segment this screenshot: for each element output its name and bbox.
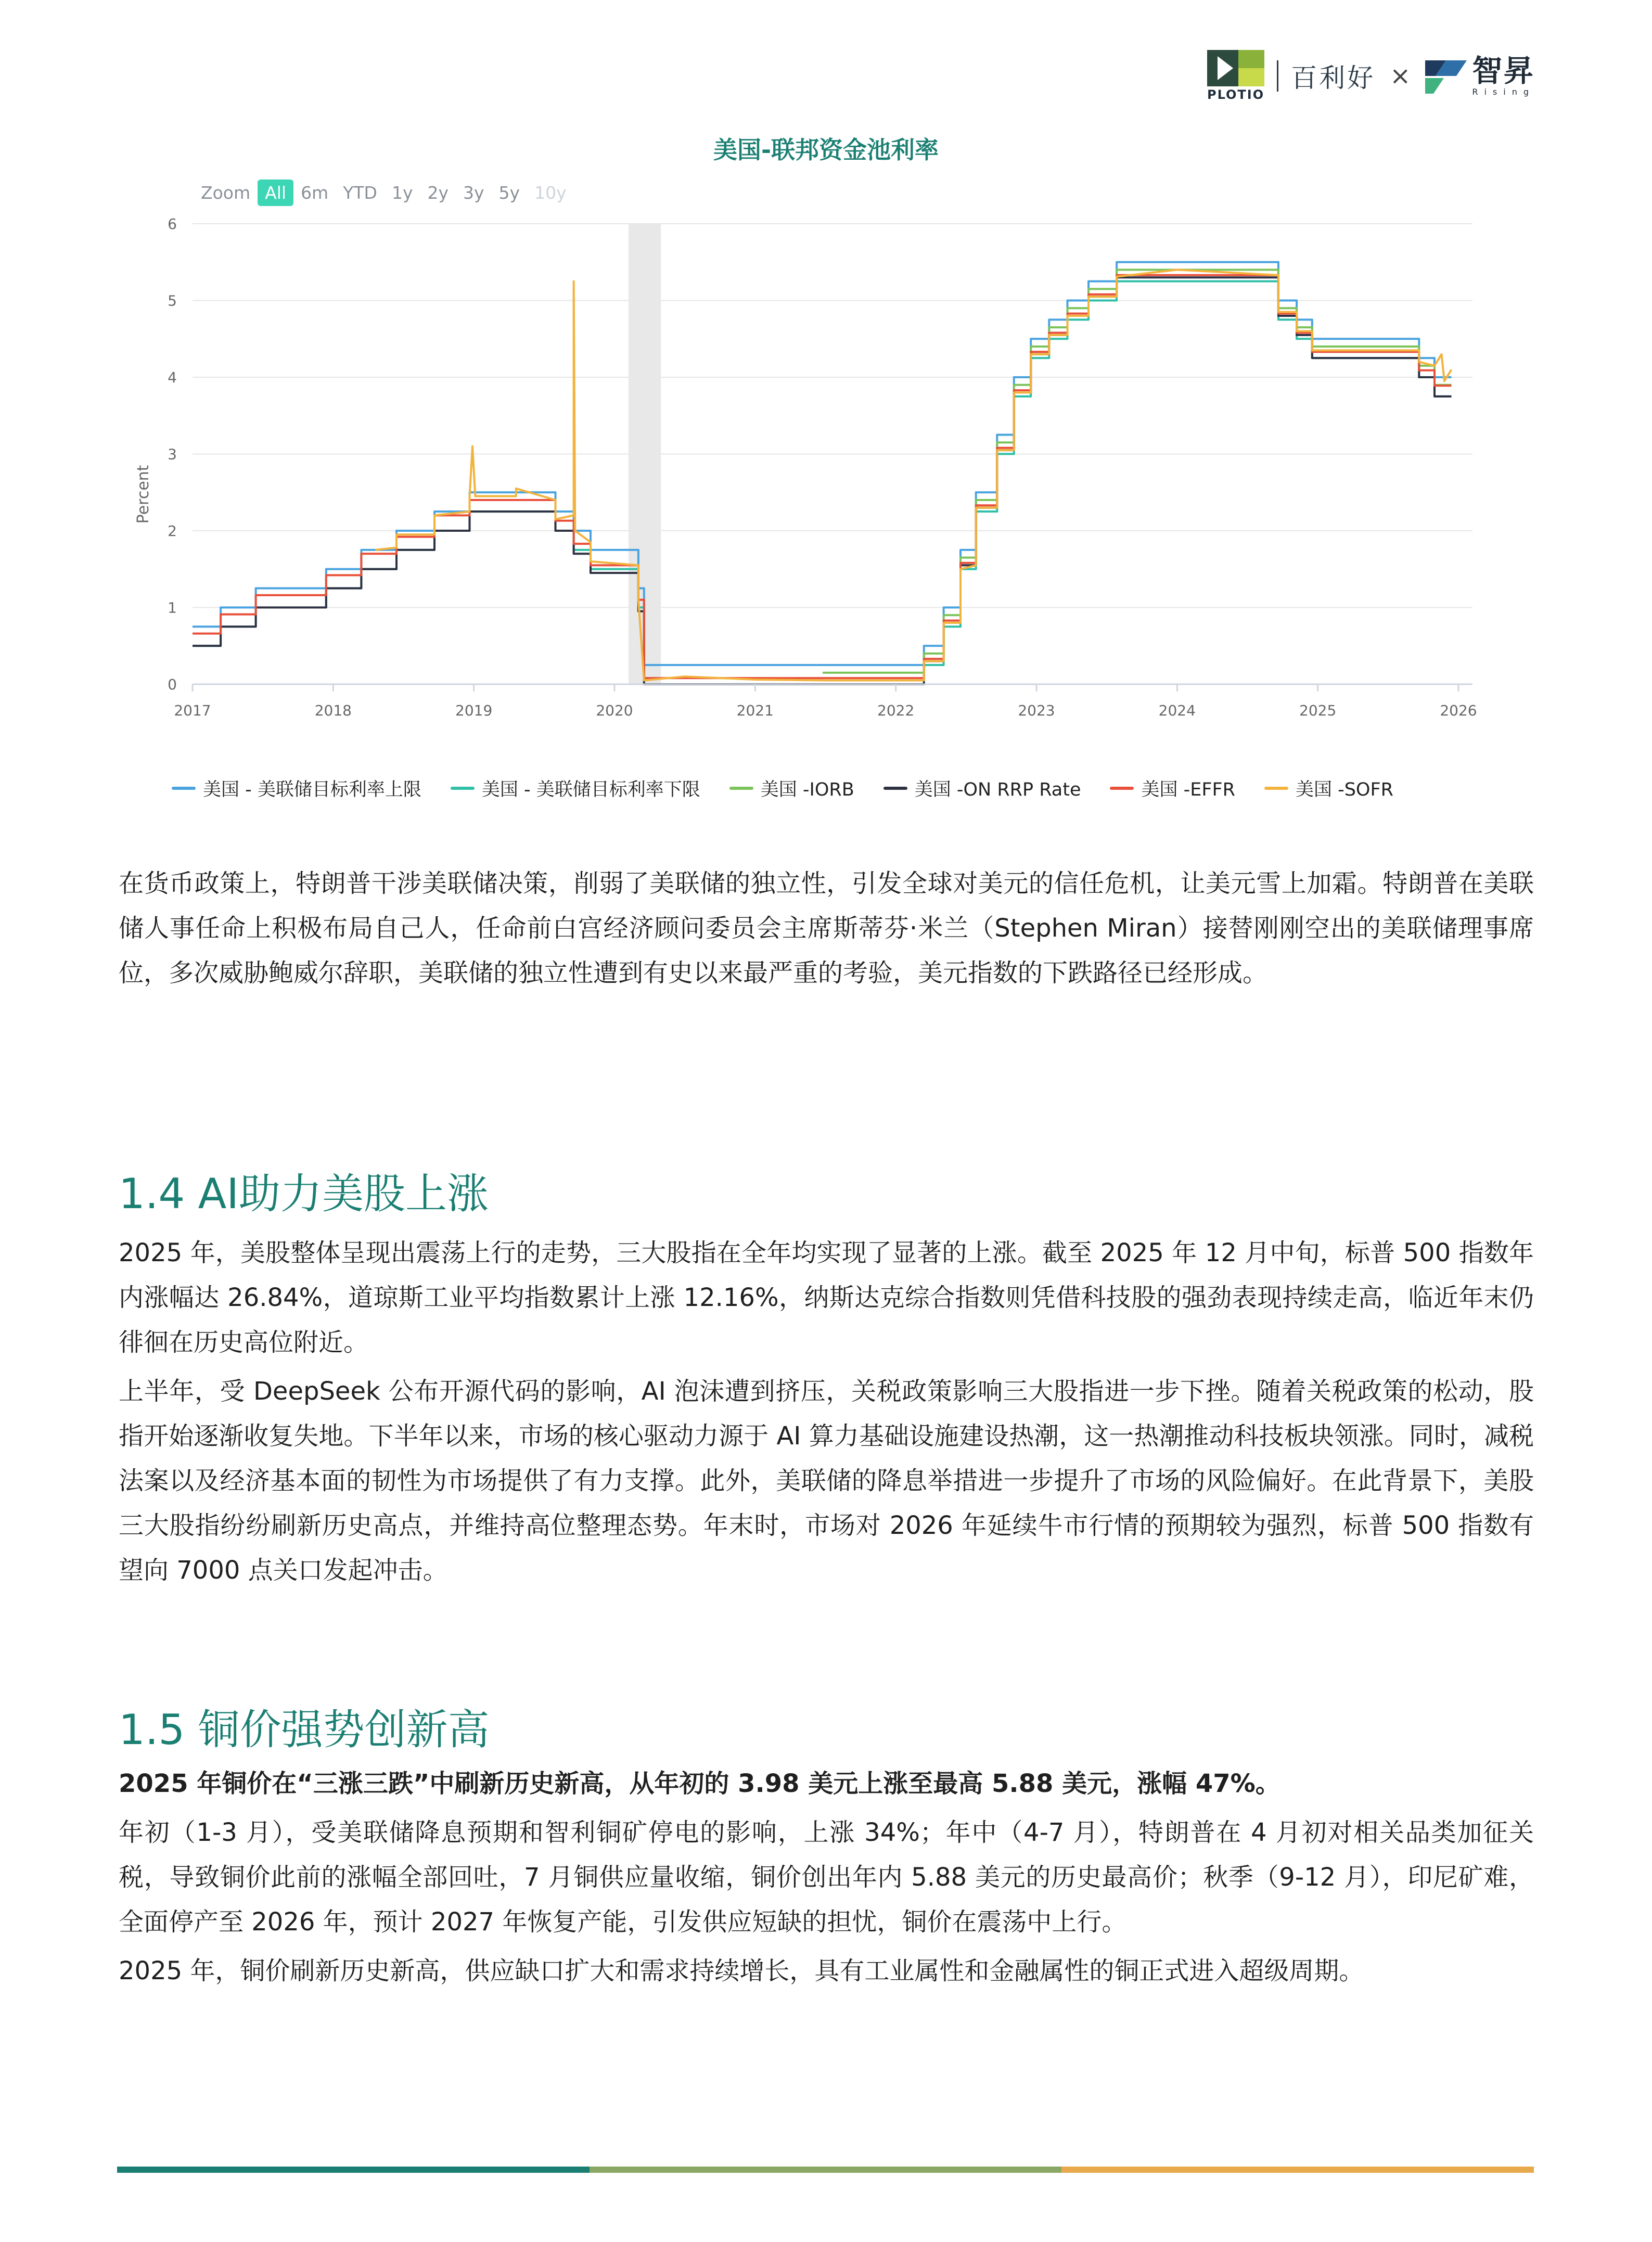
- plotio-logo-icon: [1207, 50, 1264, 86]
- logo-divider: [1277, 60, 1278, 92]
- zoom-button-2y[interactable]: 2y: [427, 183, 449, 203]
- y-tick-label: 2: [168, 522, 177, 540]
- chart-series: [193, 262, 1452, 684]
- rate-chart: [120, 208, 1525, 760]
- ai-section: [119, 1160, 1534, 1593]
- legend-swatch: [883, 787, 907, 790]
- copper-section: [119, 1696, 1534, 1993]
- legend-swatch: [1264, 787, 1288, 790]
- x-tick-label: 2026: [1440, 702, 1477, 719]
- legend-item[interactable]: [1110, 775, 1235, 801]
- x-tick-label: 2018: [314, 702, 352, 719]
- y-tick-label: 3: [168, 445, 177, 463]
- chart-legend: [172, 775, 1393, 801]
- x-tick-label: 2024: [1158, 702, 1196, 719]
- plotio-logo: [1207, 50, 1264, 102]
- y-tick-label: 5: [168, 292, 177, 310]
- rising-logo-icon: [1425, 55, 1467, 97]
- legend-label: 美国 -SOFR: [1295, 779, 1393, 800]
- legend-item[interactable]: [883, 775, 1081, 801]
- policy-section: [119, 861, 1534, 995]
- zoom-selector: [194, 180, 574, 206]
- x-tick-label: 2025: [1299, 702, 1337, 719]
- legend-label: 美国 -IORB: [760, 779, 854, 800]
- copper-summary: 2025 年铜价在“三涨三跌”中刷新历史新高，从年初的 3.98 美元上涨至最高 5.88 美元，涨幅 47%。: [119, 1769, 1280, 1798]
- x-tick-label: 2017: [174, 702, 211, 719]
- x-tick-label: 2019: [455, 702, 493, 719]
- ai-paragraph-1: 2025 年，美股整体呈现出震荡上行的走势，三大股指在全年均实现了显著的上涨。截至 2025 年 12 月中旬，标普 500 指数年内涨幅达 26.84%，道琼斯工业平均指数累计上涨 12.16%，纳斯达克综合指数则凭借科技股的强劲表现持续走高，临近年末仍徘徊在历史高位附近。: [119, 1238, 1534, 1357]
- footer-color-bar: [117, 2167, 1534, 2173]
- y-tick-label: 1: [168, 599, 177, 617]
- footer-bar-segment-3: [1061, 2167, 1534, 2173]
- zoom-button-all[interactable]: All: [258, 180, 293, 206]
- series-line-5: [193, 275, 1452, 678]
- footer-bar-segment-2: [590, 2167, 1062, 2173]
- legend-swatch: [1110, 787, 1134, 790]
- legend-item[interactable]: [451, 775, 700, 801]
- brand-name-cn: 百利好: [1291, 63, 1376, 93]
- zoom-label: Zoom: [201, 183, 251, 203]
- chart-gridlines: [168, 215, 1472, 693]
- legend-label: 美国 - 美联储目标利率下限: [481, 779, 700, 800]
- section-heading-copper: 1.5 铜价强势创新高: [119, 1706, 490, 1754]
- rising-name-cn: 智昇: [1472, 53, 1535, 88]
- x-tick-label: 2020: [596, 702, 633, 719]
- zoom-button-5y[interactable]: 5y: [498, 183, 520, 203]
- y-axis-label: Percent: [134, 465, 152, 524]
- y-tick-label: 6: [168, 215, 177, 233]
- rising-logo: [1425, 55, 1535, 97]
- legend-item[interactable]: [729, 775, 854, 801]
- x-tick-label: 2021: [736, 702, 774, 719]
- legend-swatch: [172, 787, 196, 790]
- series-line-1: [193, 262, 1452, 665]
- legend-item[interactable]: [1264, 775, 1393, 801]
- legend-swatch: [729, 787, 753, 790]
- zoom-button-10y: 10y: [534, 183, 567, 203]
- times-sign: ×: [1390, 61, 1411, 91]
- zoom-button-6m[interactable]: 6m: [301, 183, 329, 203]
- y-tick-label: 0: [168, 676, 177, 693]
- x-tick-label: 2023: [1018, 702, 1055, 719]
- series-line-3: [823, 270, 1451, 673]
- legend-label: 美国 -ON RRP Rate: [914, 779, 1081, 800]
- section-heading-ai: 1.4 AI助力美股上涨: [119, 1170, 489, 1218]
- header-logos: [1207, 50, 1535, 102]
- zoom-button-3y[interactable]: 3y: [463, 183, 484, 203]
- chart-axes: [174, 684, 1477, 719]
- legend-swatch: [451, 787, 475, 790]
- legend-label: 美国 -EFFR: [1141, 779, 1235, 800]
- x-tick-label: 2022: [877, 702, 915, 719]
- legend-label: 美国 - 美联储目标利率上限: [203, 779, 421, 800]
- copper-paragraph-2: 2025 年，铜价刷新历史新高，供应缺口扩大和需求持续增长，具有工业属性和金融属性的铜正式进入超级周期。: [119, 1956, 1364, 1985]
- policy-paragraph: 在货币政策上，特朗普干涉美联储决策，削弱了美联储的独立性，引发全球对美元的信任危机，让美元雪上加霜。特朗普在美联储人事任命上积极布局自己人，任命前白宫经济顾问委员会主席斯蒂芬·米兰（Stephen Miran）接替刚刚空出的美联储理事席位，多次威胁鲍威尔辞职，美联储的独立性遭到有史以来最严重的考验，美元指数的下跌路径已经形成。: [119, 869, 1534, 988]
- chart-title: 美国-联邦资金池利率: [713, 136, 939, 164]
- zoom-button-ytd[interactable]: YTD: [343, 183, 377, 203]
- series-line-2: [193, 281, 1452, 684]
- zoom-button-1y[interactable]: 1y: [391, 183, 413, 203]
- rising-name-en: Rising: [1472, 86, 1535, 97]
- footer-bar-segment-1: [117, 2167, 590, 2173]
- copper-paragraph-1: 年初（1-3 月），受美联储降息预期和智利铜矿停电的影响，上涨 34%；年中（4-7 月），特朗普在 4 月初对相关品类加征关税，导致铜价此前的涨幅全部回吐，7 月铜供应量收缩，铜价创出年内 5.88 美元的历史最高价；秋季（9-12 月），印尼矿难，全面停产至 2026 年，预计 2027 年恢复产能，引发供应短缺的担忧，铜价在震荡中上行。: [119, 1818, 1534, 1937]
- series-line-4: [193, 277, 1452, 684]
- ai-paragraph-2: 上半年，受 DeepSeek 公布开源代码的影响，AI 泡沫遭到挤压，关税政策影响三大股指进一步下挫。随着关税政策的松动，股指开始逐渐收复失地。下半年以来，市场的核心驱动力源于 AI 算力基础设施建设热潮，这一热潮推动科技板块领涨。同时，减税法案以及经济基本面的韧性为市场提供了有力支撑。此外，美联储的降息举措进一步提升了市场的风险偏好。在此背景下，美股三大股指纷纷刷新历史高点，并维持高位整理态势。年末时，市场对 2026 年延续牛市行情的预期较为强烈，标普 500 指数有望向 7000 点关口发起冲击。: [119, 1377, 1534, 1585]
- legend-item[interactable]: [172, 775, 421, 801]
- series-line-6: [375, 270, 1451, 681]
- y-tick-label: 4: [168, 369, 177, 386]
- plotio-logo-text: PLOTIO: [1207, 87, 1265, 102]
